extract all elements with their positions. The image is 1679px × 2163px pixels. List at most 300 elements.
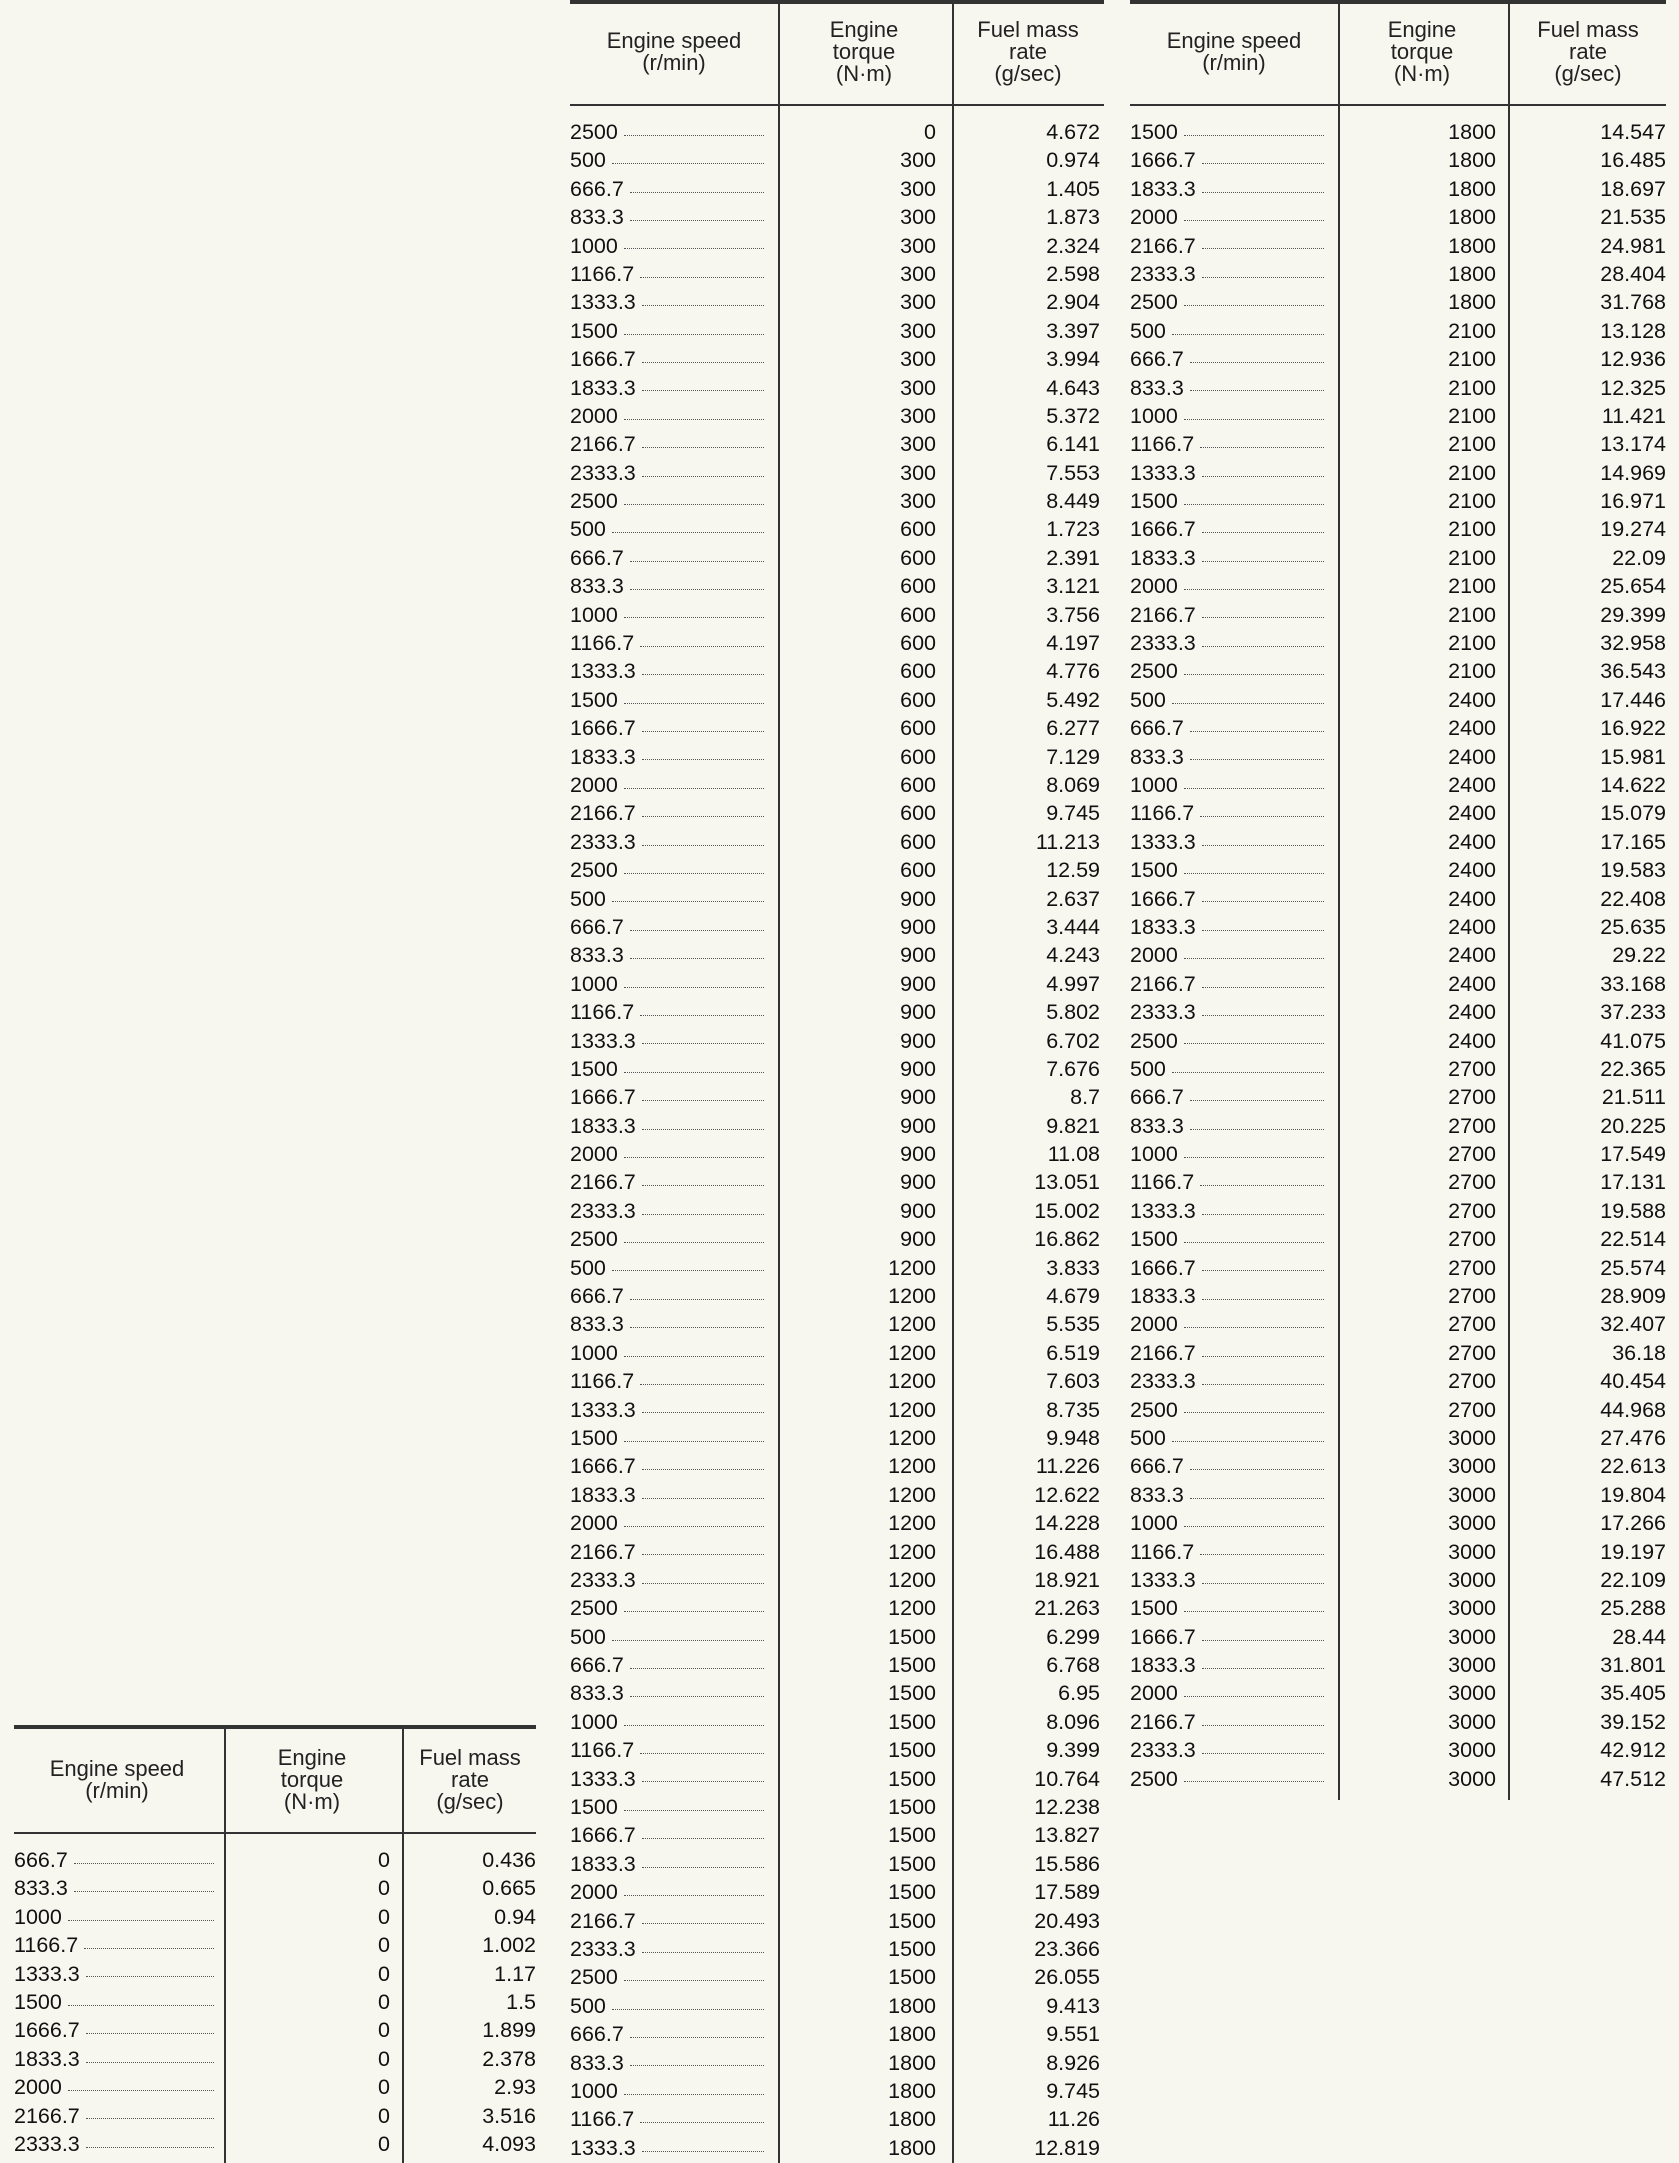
engine-speed-cell [1130, 487, 1324, 515]
table-row [1130, 118, 1666, 146]
engine-speed-value: 500 [570, 1624, 606, 1649]
engine-torque-cell: 2700 [1448, 1312, 1496, 1337]
engine-torque-cell: 900 [900, 1170, 936, 1195]
engine-speed-value: 1666.7 [570, 1823, 636, 1848]
engine-speed-cell [570, 430, 764, 458]
dot-leader [624, 419, 764, 420]
table-row [570, 1765, 1104, 1793]
header-engine-speed: Engine speed (r/min) [606, 28, 742, 75]
engine-torque-cell: 300 [900, 403, 936, 428]
engine-torque-cell: 300 [900, 375, 936, 400]
dot-leader [630, 1696, 764, 1697]
engine-torque-cell: 900 [900, 1198, 936, 1223]
dot-leader [640, 646, 764, 647]
engine-torque-cell: 0 [378, 2046, 390, 2071]
dot-leader [642, 845, 764, 846]
engine-speed-cell [1130, 118, 1324, 146]
engine-torque-cell: 1500 [888, 1795, 936, 1820]
engine-speed-cell [570, 374, 764, 402]
fuel-mass-rate-cell: 1.405 [1046, 176, 1100, 201]
engine-speed-value: 1666.7 [570, 716, 636, 741]
engine-speed-cell [1130, 885, 1324, 913]
engine-speed-value: 2000 [1130, 574, 1178, 599]
engine-speed-value: 833.3 [570, 205, 624, 230]
fuel-mass-rate-cell: 6.702 [1046, 1028, 1100, 1053]
dot-leader [642, 1867, 764, 1868]
engine-speed-value: 500 [570, 1993, 606, 2018]
engine-torque-cell: 0 [378, 1961, 390, 1986]
table-row [1130, 1254, 1666, 1282]
engine-speed-cell [570, 203, 764, 231]
fuel-mass-rate-cell: 9.399 [1046, 1738, 1100, 1763]
table-row [570, 629, 1104, 657]
engine-speed-value: 500 [570, 1255, 606, 1280]
engine-torque-cell: 1500 [888, 1880, 936, 1905]
engine-speed-value: 1333.3 [570, 1397, 636, 1422]
fuel-mass-rate-cell: 1.899 [482, 2018, 536, 2043]
engine-torque-cell: 2700 [1448, 1198, 1496, 1223]
fuel-mass-rate-cell: 14.969 [1600, 460, 1666, 485]
engine-torque-cell: 0 [378, 1989, 390, 2014]
engine-speed-cell [570, 2049, 764, 2077]
engine-speed-value: 833.3 [1130, 744, 1184, 769]
table-row [570, 232, 1104, 260]
dot-leader [86, 2062, 214, 2063]
fuel-mass-rate-cell: 14.228 [1034, 1511, 1100, 1536]
engine-speed-cell [1130, 1168, 1324, 1196]
table-row [570, 1396, 1104, 1424]
engine-speed-cell [570, 1225, 764, 1253]
engine-torque-cell: 1800 [888, 2078, 936, 2103]
engine-speed-cell [1130, 998, 1324, 1026]
table-row [570, 1367, 1104, 1395]
engine-speed-cell [1130, 1083, 1324, 1111]
engine-speed-cell [1130, 1027, 1324, 1055]
table-row [570, 714, 1104, 742]
engine-speed-value: 2000 [570, 403, 618, 428]
engine-torque-cell: 1200 [888, 1482, 936, 1507]
table-row [570, 1083, 1104, 1111]
engine-speed-value: 2333.3 [1130, 261, 1196, 286]
engine-torque-cell: 600 [900, 744, 936, 769]
engine-speed-value: 1666.7 [1130, 1624, 1196, 1649]
engine-torque-cell: 300 [900, 347, 936, 372]
engine-speed-value: 2333.3 [570, 829, 636, 854]
engine-speed-value: 2500 [1130, 1766, 1178, 1791]
engine-speed-value: 1833.3 [1130, 1284, 1196, 1309]
engine-speed-value: 1500 [1130, 858, 1178, 883]
engine-torque-cell: 2100 [1448, 489, 1496, 514]
engine-speed-value: 1666.7 [570, 347, 636, 372]
engine-speed-value: 1000 [1130, 1142, 1178, 1167]
engine-speed-value: 1000 [1130, 403, 1178, 428]
engine-speed-value: 1666.7 [1130, 148, 1196, 173]
engine-torque-cell: 3000 [1448, 1511, 1496, 1536]
engine-torque-cell: 900 [900, 971, 936, 996]
engine-torque-cell: 1200 [888, 1425, 936, 1450]
table-row [1130, 260, 1666, 288]
engine-speed-value: 833.3 [14, 1876, 68, 1901]
engine-torque-cell: 1200 [888, 1511, 936, 1536]
engine-torque-cell: 1800 [888, 2022, 936, 2047]
dot-leader [642, 1412, 764, 1413]
engine-speed-value: 833.3 [1130, 375, 1184, 400]
engine-speed-cell [1130, 1679, 1324, 1707]
engine-torque-cell: 900 [900, 886, 936, 911]
table-row [570, 1481, 1104, 1509]
table-row [570, 2020, 1104, 2048]
engine-torque-cell: 2100 [1448, 347, 1496, 372]
dot-leader [612, 1640, 764, 1641]
engine-speed-cell [1130, 1396, 1324, 1424]
engine-speed-cell [1130, 1282, 1324, 1310]
table-row [1130, 1112, 1666, 1140]
engine-speed-cell [1130, 544, 1324, 572]
dot-leader [640, 1753, 764, 1754]
dot-leader [1184, 674, 1324, 675]
table-row [570, 1623, 1104, 1651]
engine-speed-value: 1333.3 [570, 2135, 636, 2160]
dot-leader [624, 1810, 764, 1811]
table-row [1130, 203, 1666, 231]
table-row [1130, 629, 1666, 657]
table-row [570, 1282, 1104, 1310]
engine-speed-cell [570, 1282, 764, 1310]
dot-leader [642, 1100, 764, 1101]
fuel-mass-rate-cell: 36.18 [1612, 1340, 1666, 1365]
table-row [570, 1055, 1104, 1083]
engine-speed-value: 1833.3 [14, 2046, 80, 2071]
dot-leader [630, 958, 764, 959]
dot-leader [1200, 447, 1324, 448]
fuel-mass-rate-cell: 17.131 [1600, 1170, 1666, 1195]
dot-leader [624, 1526, 764, 1527]
dot-leader [1184, 504, 1324, 505]
fuel-mass-rate-cell: 4.997 [1046, 971, 1100, 996]
engine-speed-cell [1130, 175, 1324, 203]
dot-leader [1202, 901, 1324, 902]
table-header [570, 0, 1104, 106]
engine-torque-cell: 2100 [1448, 574, 1496, 599]
table-row [570, 459, 1104, 487]
engine-speed-cell [1130, 1254, 1324, 1282]
engine-speed-value: 1000 [570, 602, 618, 627]
table-row [570, 118, 1104, 146]
dot-leader [1202, 1583, 1324, 1584]
engine-speed-value: 2500 [570, 120, 618, 144]
table-row [1130, 1594, 1666, 1622]
fuel-mass-rate-cell: 26.055 [1034, 1965, 1100, 1990]
engine-torque-cell: 2700 [1448, 1142, 1496, 1167]
table-row [570, 1197, 1104, 1225]
engine-speed-value: 1333.3 [1130, 1567, 1196, 1592]
fuel-mass-rate-cell: 22.09 [1612, 545, 1666, 570]
engine-speed-value: 1000 [570, 233, 618, 258]
engine-speed-value: 500 [1130, 1056, 1166, 1081]
engine-speed-value: 666.7 [1130, 1454, 1184, 1479]
dot-leader [624, 1980, 764, 1981]
engine-torque-cell: 1500 [888, 1937, 936, 1961]
engine-speed-value: 1333.3 [570, 659, 636, 684]
engine-speed-value: 2333.3 [14, 2131, 80, 2156]
dot-leader [1202, 532, 1324, 533]
fuel-mass-rate-cell: 8.096 [1046, 1709, 1100, 1734]
dot-leader [624, 703, 764, 704]
engine-speed-cell [570, 1197, 764, 1225]
engine-speed-cell [570, 941, 764, 969]
engine-speed-cell [570, 146, 764, 174]
engine-speed-cell [1130, 771, 1324, 799]
table-row [1130, 288, 1666, 316]
fuel-mass-rate-cell: 9.948 [1046, 1425, 1100, 1450]
engine-speed-value: 1166.7 [14, 1933, 79, 1958]
engine-torque-cell: 2400 [1448, 886, 1496, 911]
engine-torque-cell: 1500 [888, 1653, 936, 1678]
engine-speed-cell [1130, 1481, 1324, 1509]
engine-speed-value: 1333.3 [1130, 460, 1196, 485]
fuel-mass-rate-cell: 20.493 [1034, 1908, 1100, 1933]
engine-speed-cell [570, 1736, 764, 1764]
fuel-mass-rate-cell: 3.994 [1046, 347, 1100, 372]
fuel-mass-rate-cell: 32.958 [1600, 631, 1666, 656]
table-row [1130, 1027, 1666, 1055]
table-row [1130, 1651, 1666, 1679]
engine-torque-cell: 1200 [888, 1284, 936, 1309]
engine-torque-cell: 3000 [1448, 1738, 1496, 1763]
table-row [570, 601, 1104, 629]
engine-torque-cell: 1500 [888, 1823, 936, 1848]
engine-speed-cell [1130, 657, 1324, 685]
table-row [1130, 572, 1666, 600]
fuel-mass-rate-cell: 2.378 [482, 2046, 536, 2071]
header-engine-torque: Engine torque (N·m) [277, 1745, 347, 1814]
engine-torque-cell: 3000 [1448, 1653, 1496, 1678]
dot-leader [642, 390, 764, 391]
fuel-mass-rate-cell: 22.365 [1600, 1056, 1666, 1081]
engine-torque-cell: 1500 [888, 1908, 936, 1933]
engine-speed-cell [1130, 1566, 1324, 1594]
dot-leader [640, 277, 764, 278]
fuel-mass-rate-cell: 21.535 [1600, 205, 1666, 230]
dot-leader [1184, 788, 1324, 789]
dot-leader [1200, 1185, 1324, 1186]
table-row [570, 2049, 1104, 2077]
dot-leader [1202, 561, 1324, 562]
engine-speed-cell [570, 515, 764, 543]
table-row [570, 146, 1104, 174]
table-row [570, 1339, 1104, 1367]
engine-speed-cell [1130, 1225, 1324, 1253]
fuel-mass-rate-cell: 15.586 [1034, 1851, 1100, 1876]
engine-torque-cell: 2700 [1448, 1397, 1496, 1422]
dot-leader [630, 2065, 764, 2066]
engine-torque-cell: 1200 [888, 1369, 936, 1394]
table-row [1130, 714, 1666, 742]
table-row [1130, 1396, 1666, 1424]
engine-torque-cell: 2400 [1448, 943, 1496, 968]
fuel-mass-rate-cell: 1.002 [482, 1933, 536, 1958]
fuel-mass-rate-cell: 6.141 [1046, 432, 1100, 457]
fuel-mass-rate-cell: 28.909 [1600, 1284, 1666, 1309]
table-row [570, 1509, 1104, 1537]
fuel-mass-rate-cell: 12.622 [1034, 1482, 1100, 1507]
fuel-mass-rate-cell: 8.735 [1046, 1397, 1100, 1422]
engine-torque-cell: 1500 [888, 1624, 936, 1649]
dot-leader [642, 1129, 764, 1130]
dot-leader [640, 1015, 764, 1016]
fuel-mass-rate-cell: 41.075 [1600, 1028, 1666, 1053]
engine-torque-cell: 2100 [1448, 318, 1496, 343]
engine-speed-value: 666.7 [570, 176, 624, 201]
table-row [1130, 374, 1666, 402]
table-row [570, 941, 1104, 969]
engine-speed-value: 1833.3 [1130, 1653, 1196, 1678]
engine-speed-cell [1130, 913, 1324, 941]
engine-torque-cell: 0 [378, 2103, 390, 2128]
dot-leader [630, 589, 764, 590]
table-row [1130, 345, 1666, 373]
engine-speed-value: 1000 [570, 1709, 618, 1734]
engine-speed-value: 1833.3 [570, 1113, 636, 1138]
fuel-mass-rate-cell: 16.971 [1600, 489, 1666, 514]
fuel-table-1 [14, 1728, 536, 2163]
engine-speed-value: 2500 [570, 489, 618, 514]
engine-torque-cell: 1500 [888, 1965, 936, 1990]
fuel-mass-rate-cell: 5.535 [1046, 1312, 1100, 1337]
engine-speed-cell [570, 913, 764, 941]
dot-leader [624, 987, 764, 988]
engine-torque-cell: 900 [900, 914, 936, 939]
table-row [570, 1708, 1104, 1736]
table-row [1130, 885, 1666, 913]
engine-speed-cell [570, 799, 764, 827]
engine-speed-cell [1130, 1651, 1324, 1679]
engine-speed-value: 1000 [1130, 772, 1178, 797]
engine-torque-cell: 900 [900, 1085, 936, 1110]
engine-speed-value: 1833.3 [570, 375, 636, 400]
engine-speed-cell [1130, 459, 1324, 487]
fuel-mass-rate-cell: 20.225 [1600, 1113, 1666, 1138]
fuel-mass-rate-cell: 14.622 [1600, 772, 1666, 797]
engine-speed-cell [1130, 1594, 1324, 1622]
engine-speed-cell [14, 1931, 214, 1959]
engine-speed-value: 2333.3 [570, 1198, 636, 1223]
engine-speed-value: 2166.7 [1130, 233, 1196, 258]
fuel-mass-rate-cell: 17.165 [1600, 829, 1666, 854]
dot-leader [1202, 1214, 1324, 1215]
engine-speed-value: 1500 [14, 1989, 62, 2014]
fuel-mass-rate-cell: 2.324 [1046, 233, 1100, 258]
engine-torque-cell: 3000 [1448, 1709, 1496, 1734]
engine-speed-cell [570, 1055, 764, 1083]
fuel-mass-rate-cell: 15.002 [1034, 1198, 1100, 1223]
engine-torque-cell: 2700 [1448, 1369, 1496, 1394]
table-row [570, 203, 1104, 231]
header-fuel-mass-rate: Fuel mass rate (g/sec) [419, 1745, 521, 1814]
dot-leader [642, 1043, 764, 1044]
fuel-mass-rate-cell: 17.589 [1034, 1880, 1100, 1905]
engine-torque-cell: 900 [900, 1142, 936, 1167]
engine-torque-cell: 1800 [1448, 205, 1496, 230]
engine-torque-cell: 600 [900, 801, 936, 826]
dot-leader [630, 192, 764, 193]
table-row [570, 913, 1104, 941]
dot-leader [1190, 362, 1324, 363]
fuel-mass-rate-cell: 42.912 [1600, 1738, 1666, 1763]
fuel-mass-rate-cell: 44.968 [1600, 1397, 1666, 1422]
engine-speed-value: 1666.7 [14, 2018, 80, 2043]
engine-torque-cell: 2100 [1448, 631, 1496, 656]
fuel-mass-rate-cell: 12.59 [1046, 858, 1100, 883]
dot-leader [1184, 220, 1324, 221]
engine-speed-value: 1166.7 [1130, 1170, 1195, 1195]
header-engine-torque: Engine torque (N·m) [829, 17, 899, 86]
table-row [1130, 913, 1666, 941]
dot-leader [612, 901, 764, 902]
dot-leader [624, 2094, 764, 2095]
fuel-mass-rate-cell: 16.485 [1600, 148, 1666, 173]
table-row [570, 1793, 1104, 1821]
fuel-mass-rate-cell: 12.238 [1034, 1795, 1100, 1820]
dot-leader [630, 561, 764, 562]
dot-leader [1202, 987, 1324, 988]
dot-leader [624, 1895, 764, 1896]
fuel-mass-rate-cell: 19.588 [1600, 1198, 1666, 1223]
engine-speed-value: 2166.7 [1130, 1340, 1196, 1365]
engine-speed-value: 2000 [570, 1142, 618, 1167]
table-top-rule [570, 0, 1104, 4]
table-row [1130, 1140, 1666, 1168]
engine-torque-cell: 2400 [1448, 858, 1496, 883]
engine-speed-cell [570, 1935, 764, 1963]
engine-speed-cell [570, 317, 764, 345]
engine-speed-cell [1130, 1623, 1324, 1651]
table-row [570, 1112, 1104, 1140]
engine-speed-value: 1333.3 [570, 1028, 636, 1053]
dot-leader [1172, 1441, 1324, 1442]
engine-speed-value: 2000 [14, 2075, 62, 2100]
table-row [570, 515, 1104, 543]
dot-leader [74, 1863, 214, 1864]
engine-speed-cell [1130, 828, 1324, 856]
dot-leader [1190, 1100, 1324, 1101]
table-row [1130, 1168, 1666, 1196]
fuel-mass-rate-cell: 25.288 [1600, 1596, 1666, 1621]
table-row [570, 1452, 1104, 1480]
engine-speed-cell [570, 1481, 764, 1509]
engine-torque-cell: 900 [900, 1056, 936, 1081]
fuel-mass-rate-cell: 18.921 [1034, 1567, 1100, 1592]
fuel-mass-rate-cell: 16.488 [1034, 1539, 1100, 1564]
fuel-mass-rate-cell: 16.862 [1034, 1227, 1100, 1252]
fuel-mass-rate-cell: 2.391 [1046, 545, 1100, 570]
engine-speed-cell [1130, 430, 1324, 458]
engine-torque-cell: 2700 [1448, 1085, 1496, 1110]
engine-torque-cell: 2700 [1448, 1255, 1496, 1280]
engine-torque-cell: 2100 [1448, 517, 1496, 542]
dot-leader [1190, 1129, 1324, 1130]
engine-speed-cell [570, 714, 764, 742]
table-row [570, 1594, 1104, 1622]
table-row [1130, 998, 1666, 1026]
engine-speed-value: 500 [1130, 318, 1166, 343]
dot-leader [74, 1891, 214, 1892]
engine-speed-cell [1130, 799, 1324, 827]
engine-speed-value: 2333.3 [570, 1567, 636, 1592]
dot-leader [630, 930, 764, 931]
engine-speed-value: 1333.3 [570, 1766, 636, 1791]
fuel-mass-rate-cell: 40.454 [1600, 1369, 1666, 1394]
